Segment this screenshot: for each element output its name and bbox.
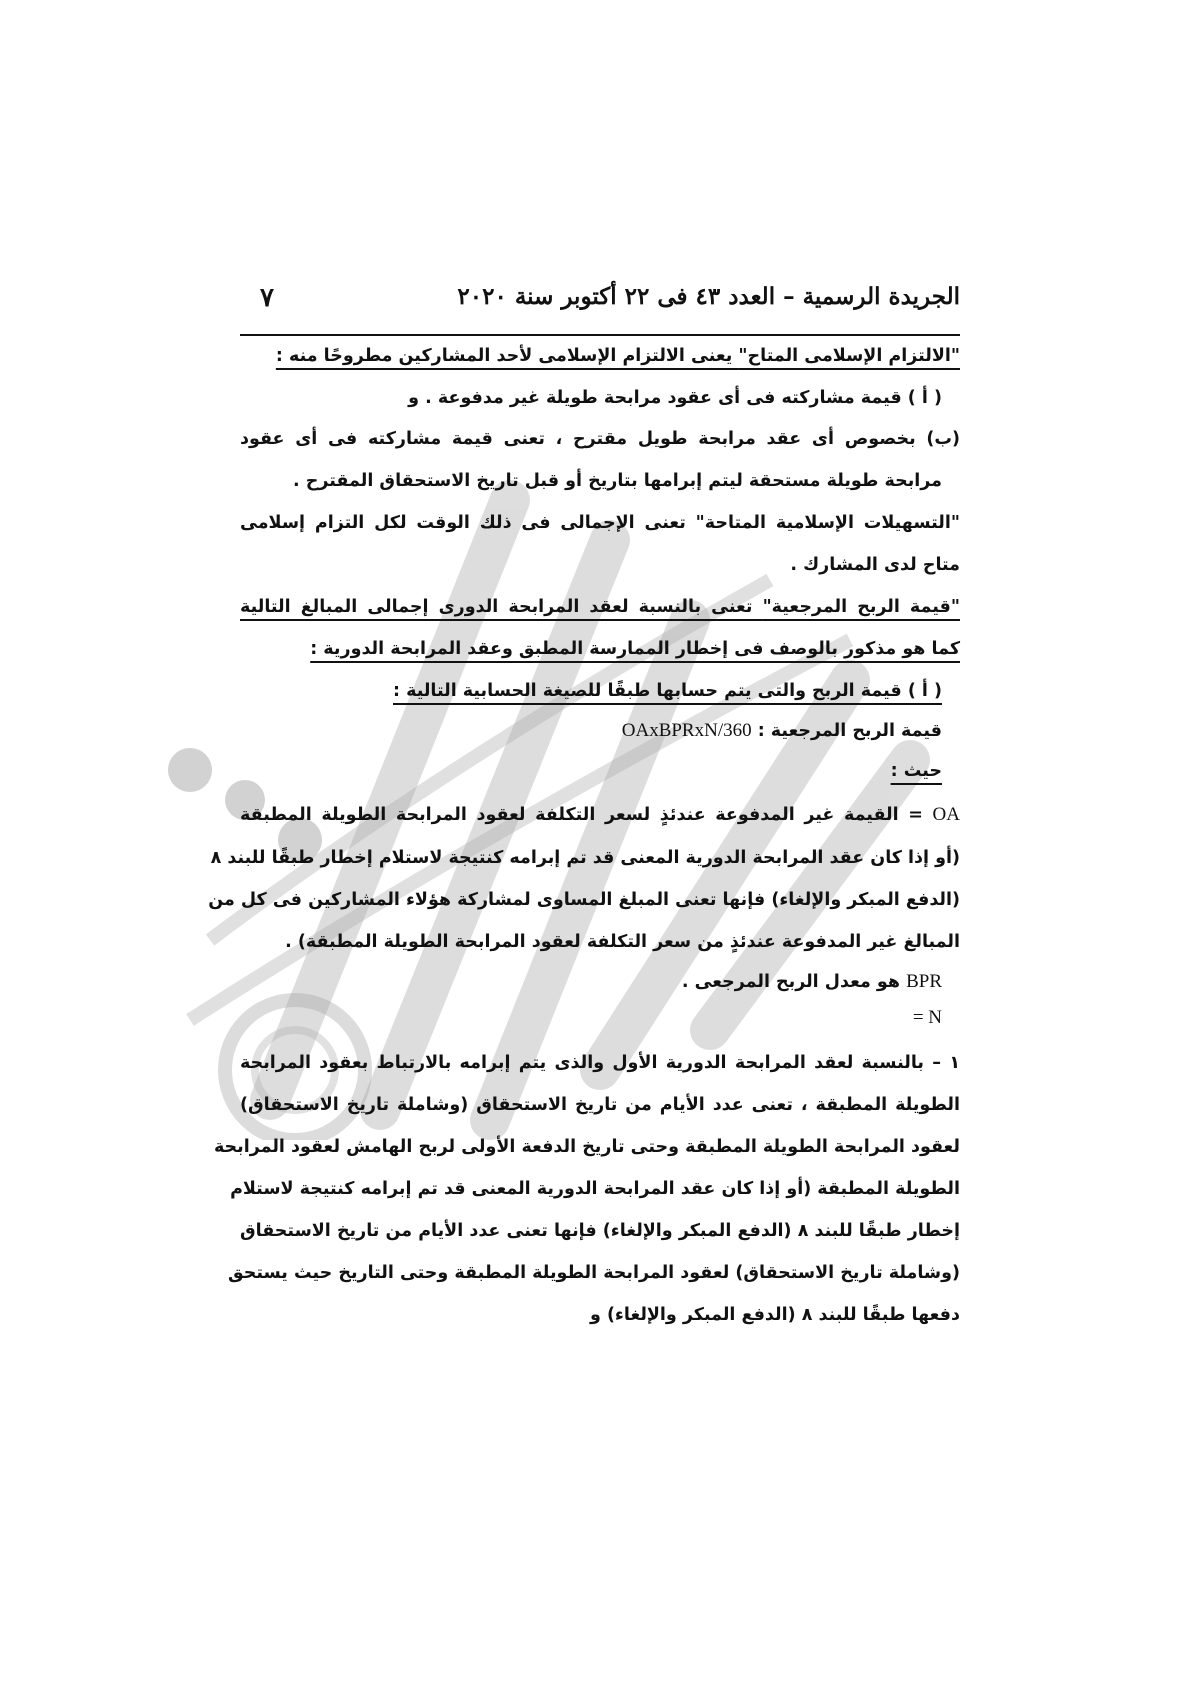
clause-a-formula-intro: ( أ ) قيمة الربح والتى يتم حسابها طبقًا للصيغة الحسابية التالية : [393, 681, 942, 701]
oa-line-2: (أو إذا كان عقد المرابحة الدورية المعنى قد تم إبرامه كنتيجة لاستلام إخطار طبقًا للبند ٨ [210, 848, 960, 868]
definition-reference-profit-amount [240, 592, 960, 622]
page-number: ٧ [260, 283, 274, 313]
term: "الالتزام الإسلامى المتاح" [738, 346, 960, 366]
definition-text: تعنى بالنسبة لعقد المرابحة الدورى إجمالى المبالغ التالية [240, 597, 763, 617]
definition-available-islamic-facilities [240, 508, 960, 538]
definition-available-islamic-commitment [276, 341, 960, 371]
formula-expression: OAxBPRxN/360 [621, 720, 752, 741]
n-item-1-line-6: (وشاملة تاريخ الاستحقاق) لعقود المرابحة الطويلة المطبقة وحتى التاريخ حيث يستحق [227, 1263, 960, 1283]
gazette-title: الجريدة الرسمية – العدد ٤٣ فى ٢٢ أكتوبر سنة ٢٠٢٠ [457, 283, 960, 310]
formula-line [622, 716, 942, 746]
clause-b-continuation: مرابحة طويلة مستحقة ليتم إبرامها بتاريخ أو قبل تاريخ الاستحقاق المقترح . [293, 471, 942, 491]
term: "قيمة الربح المرجعية" [762, 597, 960, 617]
page-header [240, 283, 960, 323]
oa-text: = القيمة غير المدفوعة عندئذٍ لسعر التكلفة لعقود المرابحة الطويلة المطبقة [240, 805, 933, 825]
facilities-continuation: متاح لدى المشارك . [790, 555, 960, 575]
n-item-1-line-4: الطويلة المطبقة (أو إذا كان عقد المرابحة الدورية المعنى قد تم إبرامه كنتيجة لاستلام [230, 1179, 960, 1199]
n-item-1-line-2: الطويلة المطبقة ، تعنى عدد الأيام من تاريخ الاستحقاق (وشاملة تاريخ الاستحقاق) [240, 1095, 960, 1115]
oa-symbol: OA [932, 804, 960, 825]
bpr-definition [682, 967, 942, 997]
oa-line-3: (الدفع المبكر والإلغاء) فإنها تعنى المبلغ المساوى لمشاركة هؤلاء المشاركين فى كل من [208, 890, 960, 910]
bpr-symbol: BPR [906, 971, 942, 992]
definition-text: تعنى الإجمالى فى ذلك الوقت لكل التزام إسلامى [240, 513, 696, 533]
bpr-text: هو معدل الربح المرجعى . [681, 972, 907, 992]
term: "التسهيلات الإسلامية المتاحة" [695, 513, 960, 533]
oa-definition [240, 800, 960, 830]
where-label: حيث : [890, 761, 942, 781]
n-item-1-line-1: ١ – بالنسبة لعقد المرابحة الدورية الأول والذى يتم إبرامه بالارتباط بعقود المرابحة [240, 1053, 960, 1073]
n-item-1-line-3: لعقود المرابحة الطويلة المطبقة وحتى تاريخ الدفعة الأولى لربح الهامش لعقود المرابحة [213, 1137, 960, 1157]
oa-line-4: المبالغ غير المدفوعة عندئذٍ من سعر التكلفة لعقود المرابحة الطويلة المطبقة) . [285, 932, 960, 952]
reference-profit-continuation: كما هو مذكور بالوصف فى إخطار الممارسة المطبق وعقد المرابحة الدورية : [310, 639, 960, 659]
n-item-1-line-5: إخطار طبقًا للبند ٨ (الدفع المبكر والإلغاء) فإنها تعنى عدد الأيام من تاريخ الاستحقاق [240, 1221, 961, 1241]
clause-b-line: (ب) بخصوص أى عقد مرابحة طويل مقترح ، تعنى قيمة مشاركته فى أى عقود [240, 429, 960, 449]
n-definition: = N [912, 1007, 942, 1028]
header-rule [240, 334, 960, 336]
gazette-page [208, 0, 961, 1684]
n-item-1-line-7: دفعها طبقًا للبند ٨ (الدفع المبكر والإلغاء) و [589, 1305, 960, 1325]
clause-a-line: ( أ ) قيمة مشاركته فى أى عقود مرابحة طويلة غير مدفوعة . و [408, 388, 942, 408]
formula-label: قيمة الربح المرجعية : [757, 721, 942, 741]
definition-text: يعنى الالتزام الإسلامى لأحد المشاركين مطروحًا منه : [275, 346, 739, 366]
